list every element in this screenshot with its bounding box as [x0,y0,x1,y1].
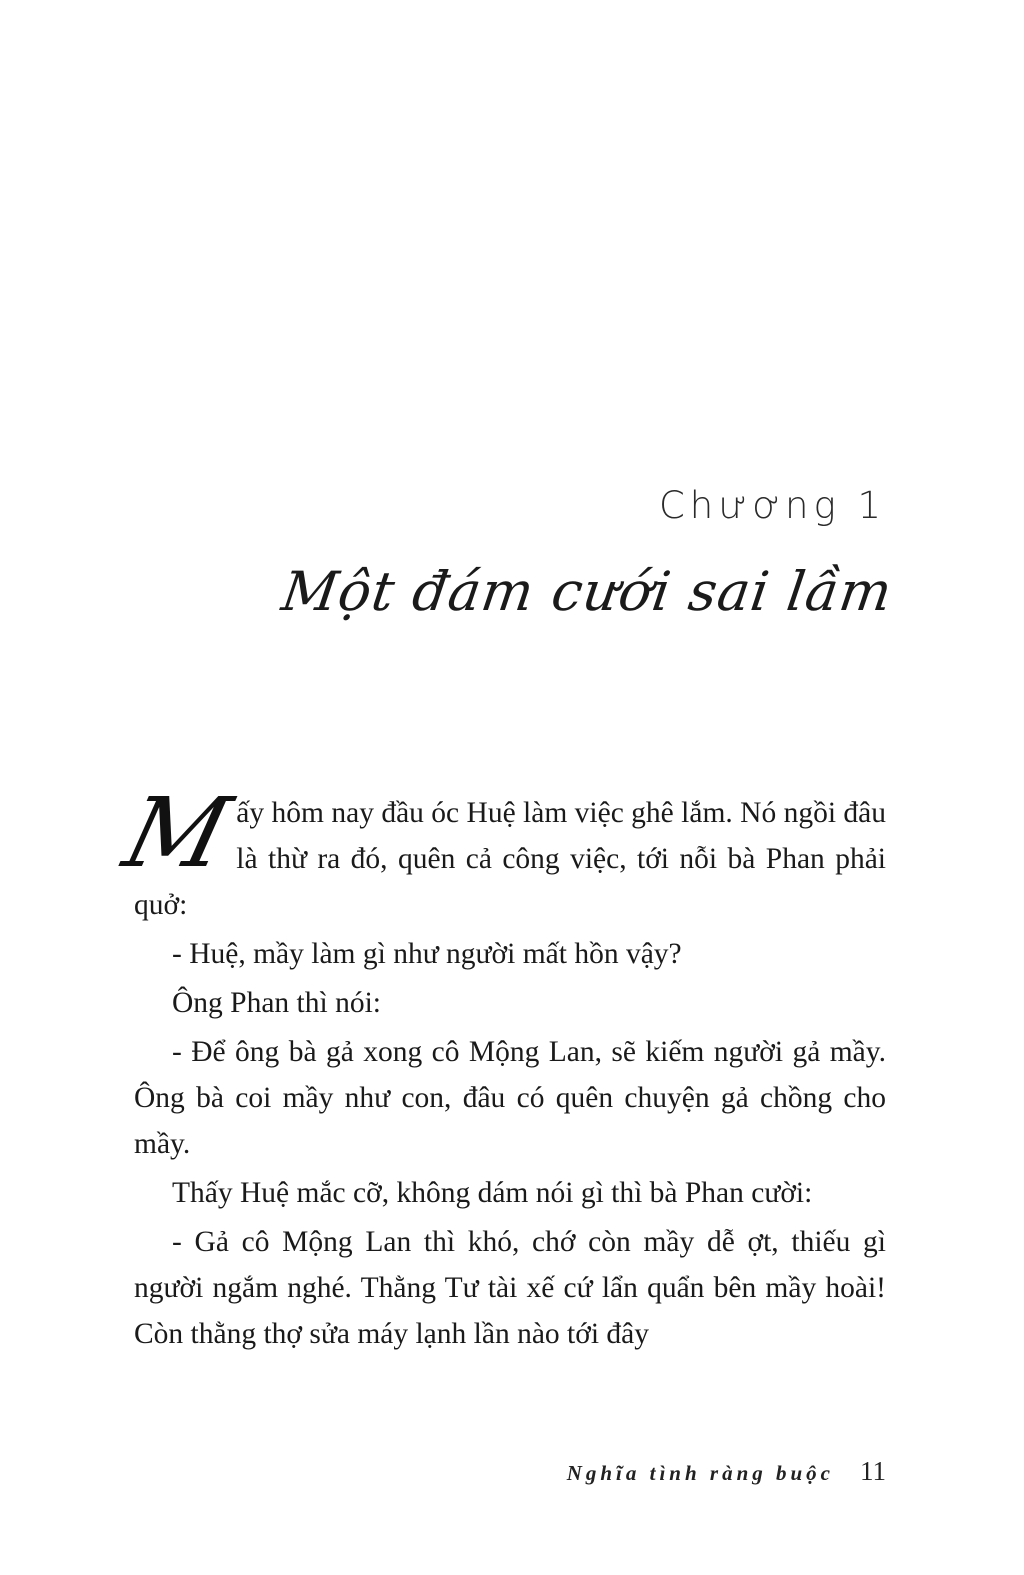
paragraph: Thấy Huệ mắc cỡ, không dám nói gì thì bà Phan cười: [172,1177,813,1209]
paragraph-opening [114,777,886,928]
paragraph: - Gả cô Mộng Lan thì khó, chớ còn mầy dễ ợt, thiếu gì người ngắm nghé. Thằng Tư tài xế cứ lẩn quẩn bên mầy hoài! Còn thằng thợ sửa máy lạnh lần nào tới đây [134,1226,886,1350]
drop-cap: M [114,777,241,889]
running-title: Nghĩa tình ràng buộc [566,1461,834,1485]
chapter-label: Chương 1 [658,484,886,527]
paragraph: Ông Phan thì nói: [172,987,381,1019]
page-number: 11 [860,1456,886,1486]
paragraph: - Để ông bà gả xong cô Mộng Lan, sẽ kiếm người gả mầy. Ông bà coi mầy như con, đâu có quên chuyện gả chồng cho mầy. [134,1036,886,1160]
paragraph-text: ấy hôm nay đầu óc Huệ làm việc ghê lắm. Nó ngồi đâu là thừ ra đó, quên cả công việc, tới nỗi bà Phan phải quở: [134,797,886,921]
chapter-body [114,777,886,1360]
chapter-title: Một đám cưới sai lầm [278,560,897,623]
page-footer [567,1456,886,1487]
paragraph: - Huệ, mầy làm gì như người mất hồn vậy? [172,938,682,970]
